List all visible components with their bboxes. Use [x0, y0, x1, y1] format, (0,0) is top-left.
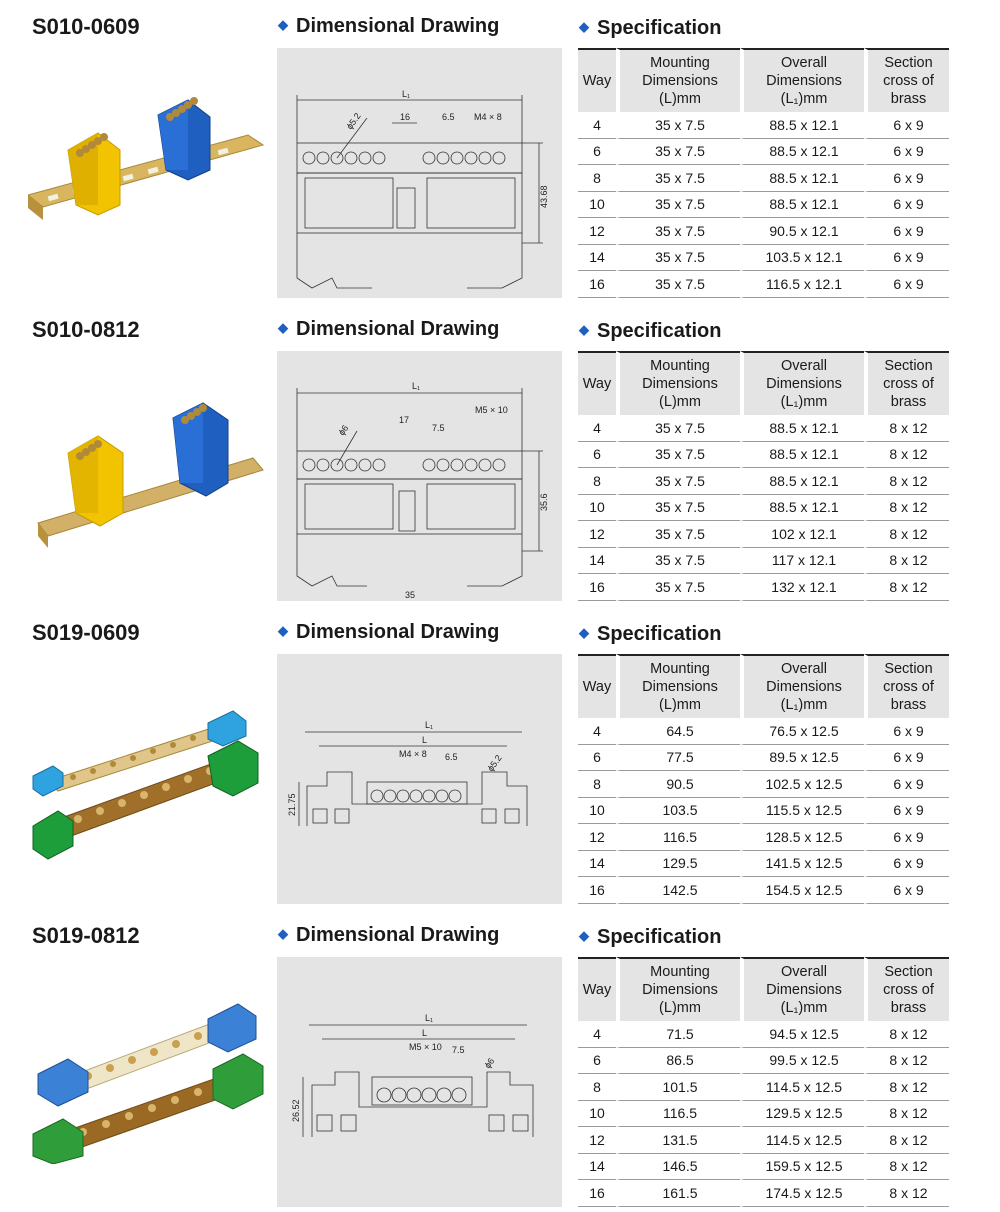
mounting-cell: 116.5: [616, 1101, 740, 1128]
spec-header-row: [578, 654, 949, 718]
dim-l1: L₁: [425, 720, 434, 730]
section-cell: 8 x 12: [864, 1048, 949, 1075]
overall-cell: 88.5 x 12.1: [740, 165, 864, 192]
overall-cell: 154.5 x 12.5: [740, 877, 864, 904]
overall-cell: 88.5 x 12.1: [740, 415, 864, 442]
drawing-heading: ◆ Dimensional Drawing: [278, 621, 500, 643]
dim-screw: M5 × 10: [409, 1042, 442, 1052]
product-photo: [28, 358, 268, 558]
header-section: Section cross of brass: [864, 48, 949, 112]
way-cell: 16: [578, 1180, 616, 1207]
product-section-s019-0812: [0, 909, 1000, 1212]
way-cell: 14: [578, 851, 616, 878]
section-cell: 6 x 9: [864, 112, 949, 139]
mounting-cell: 35 x 7.5: [616, 548, 740, 575]
dim-height: 43.68: [539, 185, 549, 208]
section-cell: 8 x 12: [864, 548, 949, 575]
drawing-heading: ◆ Dimensional Drawing: [278, 924, 500, 946]
overall-cell: 159.5 x 12.5: [740, 1154, 864, 1181]
way-cell: 16: [578, 271, 616, 298]
table-row: [578, 415, 949, 442]
table-row: [578, 1074, 949, 1101]
dim-pitch: 7.5: [432, 423, 445, 433]
spec-table: [578, 351, 949, 601]
spec-table-container: [578, 957, 949, 1207]
model-title: S010-0609: [32, 14, 140, 39]
spec-header-row: [578, 957, 949, 1021]
header-overall: Overall Dimensions (L₁)mm: [740, 957, 864, 1021]
spec-heading: ◆ Specification: [579, 623, 722, 645]
product-photo: [28, 661, 268, 861]
section-cell: 6 x 9: [864, 218, 949, 245]
overall-cell: 88.5 x 12.1: [740, 112, 864, 139]
section-cell: 6 x 9: [864, 771, 949, 798]
diamond-bullet-icon: ◆: [278, 319, 288, 335]
diamond-bullet-icon: ◆: [579, 927, 589, 943]
spec-table: [578, 48, 949, 298]
table-row: [578, 1154, 949, 1181]
mounting-cell: 161.5: [616, 1180, 740, 1207]
dim-hole: ϕ5.2: [344, 111, 363, 132]
overall-cell: 114.5 x 12.5: [740, 1127, 864, 1154]
dim-l1: L₁: [425, 1013, 434, 1023]
way-cell: 6: [578, 442, 616, 469]
spec-table: [578, 654, 949, 904]
mounting-cell: 71.5: [616, 1021, 740, 1048]
overall-cell: 174.5 x 12.5: [740, 1180, 864, 1207]
spec-heading: ◆ Specification: [579, 320, 722, 342]
table-row: [578, 442, 949, 469]
table-row: [578, 192, 949, 219]
table-row: [578, 824, 949, 851]
dim-l1: L₁: [402, 89, 411, 99]
way-cell: 6: [578, 139, 616, 166]
mounting-cell: 86.5: [616, 1048, 740, 1075]
overall-cell: 88.5 x 12.1: [740, 139, 864, 166]
mounting-cell: 35 x 7.5: [616, 495, 740, 522]
section-cell: 8 x 12: [864, 415, 949, 442]
diamond-bullet-icon: ◆: [278, 622, 288, 638]
header-way: Way: [578, 351, 616, 415]
way-cell: 16: [578, 574, 616, 601]
dim-height: 35.6: [539, 493, 549, 511]
model-title: S019-0812: [32, 923, 140, 948]
diamond-bullet-icon: ◆: [278, 925, 288, 941]
mounting-cell: 142.5: [616, 877, 740, 904]
overall-cell: 129.5 x 12.5: [740, 1101, 864, 1128]
dim-hole: ϕ6: [336, 423, 351, 438]
drawing-heading: ◆ Dimensional Drawing: [278, 15, 500, 37]
mounting-cell: 101.5: [616, 1074, 740, 1101]
way-cell: 12: [578, 218, 616, 245]
section-cell: 6 x 9: [864, 824, 949, 851]
way-cell: 10: [578, 1101, 616, 1128]
mounting-cell: 35 x 7.5: [616, 521, 740, 548]
overall-cell: 141.5 x 12.5: [740, 851, 864, 878]
table-row: [578, 218, 949, 245]
way-cell: 8: [578, 771, 616, 798]
overall-cell: 132 x 12.1: [740, 574, 864, 601]
way-cell: 14: [578, 548, 616, 575]
dimensional-drawing: [277, 654, 562, 904]
section-cell: 8 x 12: [864, 1127, 949, 1154]
overall-cell: 115.5 x 12.5: [740, 798, 864, 825]
dim-screw: M4 × 8: [474, 112, 502, 122]
section-cell: 6 x 9: [864, 271, 949, 298]
spec-table-container: [578, 48, 949, 298]
dim-hole: ϕ5.2: [485, 753, 504, 774]
overall-cell: 128.5 x 12.5: [740, 824, 864, 851]
mounting-cell: 35 x 7.5: [616, 165, 740, 192]
section-cell: 8 x 12: [864, 442, 949, 469]
header-way: Way: [578, 654, 616, 718]
header-mounting: Mounting Dimensions (L)mm: [616, 957, 740, 1021]
overall-cell: 117 x 12.1: [740, 548, 864, 575]
table-row: [578, 495, 949, 522]
way-cell: 8: [578, 1074, 616, 1101]
table-row: [578, 877, 949, 904]
dim-pitch: 7.5: [452, 1045, 465, 1055]
way-cell: 10: [578, 798, 616, 825]
dim-spacing: 16: [400, 112, 411, 122]
overall-cell: 102 x 12.1: [740, 521, 864, 548]
dim-screw: M4 × 8: [399, 749, 427, 759]
product-section-s010-0812: [0, 303, 1000, 606]
diamond-bullet-icon: ◆: [278, 16, 288, 32]
overall-cell: 76.5 x 12.5: [740, 718, 864, 745]
section-cell: 6 x 9: [864, 245, 949, 272]
dimensional-drawing: [277, 351, 562, 601]
dim-l1: L₁: [412, 381, 421, 391]
table-row: [578, 745, 949, 772]
dim-hole: ϕ6: [482, 1056, 497, 1071]
header-overall: Overall Dimensions (L₁)mm: [740, 351, 864, 415]
spec-heading: ◆ Specification: [579, 926, 722, 948]
section-cell: 8 x 12: [864, 1154, 949, 1181]
table-row: [578, 112, 949, 139]
dim-pitch: 6.5: [445, 752, 458, 762]
dim-height: 21.75: [287, 793, 297, 816]
mounting-cell: 35 x 7.5: [616, 271, 740, 298]
mounting-cell: 35 x 7.5: [616, 468, 740, 495]
overall-cell: 88.5 x 12.1: [740, 495, 864, 522]
table-row: [578, 798, 949, 825]
dimensional-drawing: [277, 957, 562, 1207]
spec-header-row: [578, 351, 949, 415]
mounting-cell: 146.5: [616, 1154, 740, 1181]
way-cell: 10: [578, 192, 616, 219]
section-cell: 6 x 9: [864, 745, 949, 772]
header-way: Way: [578, 48, 616, 112]
mounting-cell: 103.5: [616, 798, 740, 825]
table-row: [578, 165, 949, 192]
spec-table-container: [578, 654, 949, 904]
way-cell: 8: [578, 468, 616, 495]
section-cell: 6 x 9: [864, 165, 949, 192]
way-cell: 10: [578, 495, 616, 522]
way-cell: 12: [578, 1127, 616, 1154]
table-row: [578, 851, 949, 878]
header-mounting: Mounting Dimensions (L)mm: [616, 48, 740, 112]
mounting-cell: 35 x 7.5: [616, 112, 740, 139]
product-section-s019-0609: [0, 606, 1000, 909]
section-cell: 6 x 9: [864, 877, 949, 904]
way-cell: 4: [578, 415, 616, 442]
mounting-cell: 35 x 7.5: [616, 192, 740, 219]
mounting-cell: 35 x 7.5: [616, 245, 740, 272]
section-cell: 8 x 12: [864, 1180, 949, 1207]
section-cell: 8 x 12: [864, 521, 949, 548]
overall-cell: 102.5 x 12.5: [740, 771, 864, 798]
section-cell: 6 x 9: [864, 139, 949, 166]
product-photo: [28, 55, 268, 255]
mounting-cell: 35 x 7.5: [616, 442, 740, 469]
way-cell: 4: [578, 718, 616, 745]
header-overall: Overall Dimensions (L₁)mm: [740, 654, 864, 718]
spec-table-container: [578, 351, 949, 601]
table-row: [578, 245, 949, 272]
mounting-cell: 35 x 7.5: [616, 139, 740, 166]
section-cell: 8 x 12: [864, 1021, 949, 1048]
product-photo: [28, 964, 268, 1164]
mounting-cell: 116.5: [616, 824, 740, 851]
way-cell: 16: [578, 877, 616, 904]
dim-bottom: 35: [405, 590, 416, 600]
header-mounting: Mounting Dimensions (L)mm: [616, 351, 740, 415]
product-section-s010-0609: [0, 0, 1000, 303]
dim-height: 26.52: [291, 1099, 301, 1122]
way-cell: 4: [578, 1021, 616, 1048]
way-cell: 14: [578, 1154, 616, 1181]
spec-header-row: [578, 48, 949, 112]
diamond-bullet-icon: ◆: [579, 624, 589, 640]
model-title: S019-0609: [32, 620, 140, 645]
header-section: Section cross of brass: [864, 654, 949, 718]
table-row: [578, 1048, 949, 1075]
drawing-heading: ◆ Dimensional Drawing: [278, 318, 500, 340]
overall-cell: 88.5 x 12.1: [740, 442, 864, 469]
spec-heading: ◆ Specification: [579, 17, 722, 39]
model-title: S010-0812: [32, 317, 140, 342]
spec-table: [578, 957, 949, 1207]
diamond-bullet-icon: ◆: [579, 18, 589, 34]
mounting-cell: 90.5: [616, 771, 740, 798]
table-row: [578, 271, 949, 298]
way-cell: 6: [578, 745, 616, 772]
dim-pitch: 6.5: [442, 112, 455, 122]
section-cell: 8 x 12: [864, 1101, 949, 1128]
diamond-bullet-icon: ◆: [579, 321, 589, 337]
mounting-cell: 35 x 7.5: [616, 218, 740, 245]
overall-cell: 114.5 x 12.5: [740, 1074, 864, 1101]
overall-cell: 89.5 x 12.5: [740, 745, 864, 772]
overall-cell: 90.5 x 12.1: [740, 218, 864, 245]
overall-cell: 99.5 x 12.5: [740, 1048, 864, 1075]
header-overall: Overall Dimensions (L₁)mm: [740, 48, 864, 112]
mounting-cell: 77.5: [616, 745, 740, 772]
table-row: [578, 468, 949, 495]
way-cell: 8: [578, 165, 616, 192]
mounting-cell: 131.5: [616, 1127, 740, 1154]
table-row: [578, 1021, 949, 1048]
section-cell: 6 x 9: [864, 192, 949, 219]
section-cell: 8 x 12: [864, 1074, 949, 1101]
dim-l: L: [422, 1028, 428, 1038]
header-mounting: Mounting Dimensions (L)mm: [616, 654, 740, 718]
dim-spacing: 17: [399, 415, 410, 425]
table-row: [578, 1127, 949, 1154]
mounting-cell: 35 x 7.5: [616, 415, 740, 442]
way-cell: 4: [578, 112, 616, 139]
overall-cell: 103.5 x 12.1: [740, 245, 864, 272]
section-cell: 8 x 12: [864, 574, 949, 601]
section-cell: 8 x 12: [864, 468, 949, 495]
table-row: [578, 548, 949, 575]
table-row: [578, 771, 949, 798]
section-cell: 6 x 9: [864, 798, 949, 825]
way-cell: 14: [578, 245, 616, 272]
section-cell: 6 x 9: [864, 718, 949, 745]
table-row: [578, 521, 949, 548]
dim-l: L: [422, 735, 428, 745]
overall-cell: 116.5 x 12.1: [740, 271, 864, 298]
table-row: [578, 1180, 949, 1207]
way-cell: 6: [578, 1048, 616, 1075]
overall-cell: 94.5 x 12.5: [740, 1021, 864, 1048]
overall-cell: 88.5 x 12.1: [740, 468, 864, 495]
table-row: [578, 718, 949, 745]
section-cell: 6 x 9: [864, 851, 949, 878]
way-cell: 12: [578, 824, 616, 851]
table-row: [578, 574, 949, 601]
header-way: Way: [578, 957, 616, 1021]
way-cell: 12: [578, 521, 616, 548]
header-section: Section cross of brass: [864, 351, 949, 415]
section-cell: 8 x 12: [864, 495, 949, 522]
table-row: [578, 139, 949, 166]
mounting-cell: 64.5: [616, 718, 740, 745]
overall-cell: 88.5 x 12.1: [740, 192, 864, 219]
mounting-cell: 35 x 7.5: [616, 574, 740, 601]
dimensional-drawing: [277, 48, 562, 298]
table-row: [578, 1101, 949, 1128]
dim-screw: M5 × 10: [475, 405, 508, 415]
header-section: Section cross of brass: [864, 957, 949, 1021]
mounting-cell: 129.5: [616, 851, 740, 878]
